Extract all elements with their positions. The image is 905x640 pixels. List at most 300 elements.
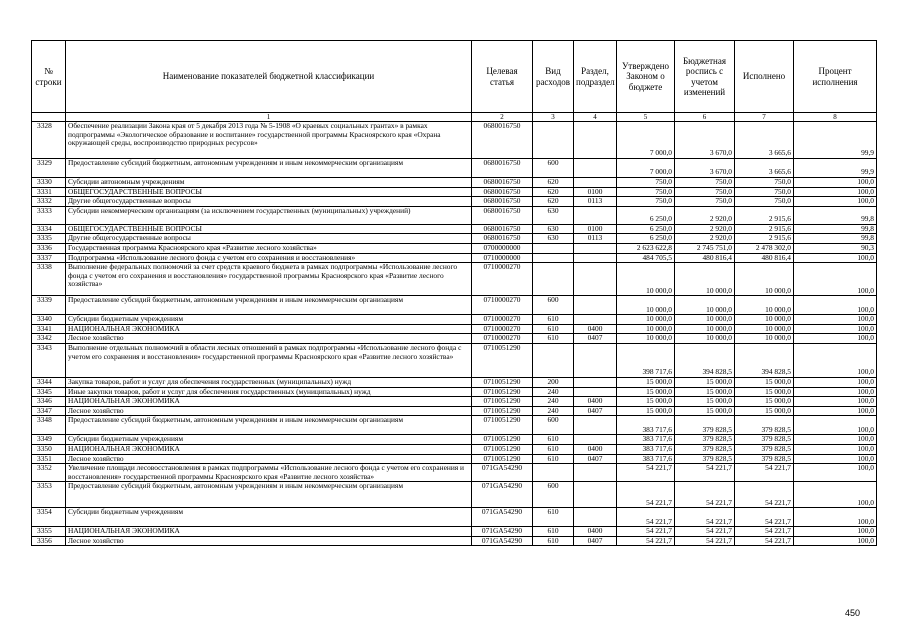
row-number-cell: 3334 [32,224,66,234]
approved-amount-cell: 383 717,6 [617,435,675,445]
expense-type-cell: 610 [533,536,574,546]
row-number-cell: 3348 [32,416,66,435]
percent-cell: 100,0 [794,508,877,527]
table-row [32,416,877,435]
budget-list-amount-cell: 750,0 [675,178,735,188]
executed-amount-cell: 3 665,6 [735,122,794,159]
target-article-cell: 071GA54290 [472,464,533,482]
row-number-cell: 3333 [32,206,66,224]
expense-type-cell: 630 [533,224,574,234]
expense-type-cell: 610 [533,324,574,334]
table-row [32,435,877,445]
executed-amount-cell: 379 828,5 [735,416,794,435]
budget-list-amount-cell: 15 000,0 [675,377,735,387]
approved-amount-cell: 750,0 [617,178,675,188]
expense-type-cell [533,464,574,482]
target-article-cell: 0710051290 [472,435,533,445]
row-number-cell: 3352 [32,464,66,482]
percent-cell: 99,8 [794,206,877,224]
budget-list-amount-cell: 379 828,5 [675,454,735,464]
percent-cell: 100,0 [794,296,877,315]
section-cell [574,343,617,377]
approved-amount-cell: 15 000,0 [617,387,675,397]
budget-list-amount-cell: 10 000,0 [675,296,735,315]
section-cell [574,416,617,435]
expense-type-cell: 600 [533,296,574,315]
percent-cell: 100,0 [794,187,877,197]
executed-amount-cell: 15 000,0 [735,397,794,407]
target-article-cell: 0710000000 [472,253,533,263]
executed-amount-cell: 54 221,7 [735,482,794,508]
row-number-cell: 3338 [32,263,66,296]
colnum-cell: 8 [794,113,877,122]
approved-amount-cell: 15 000,0 [617,406,675,416]
approved-amount-cell: 54 221,7 [617,536,675,546]
executed-amount-cell: 750,0 [735,197,794,207]
header-row-no: № строки [32,41,66,113]
indicator-name-cell: ОБЩЕГОСУДАРСТВЕННЫЕ ВОПРОСЫ [66,224,472,234]
indicator-name-cell: НАЦИОНАЛЬНАЯ ЭКОНОМИКА [66,444,472,454]
approved-amount-cell: 15 000,0 [617,377,675,387]
approved-amount-cell: 54 221,7 [617,464,675,482]
approved-amount-cell: 6 250,0 [617,206,675,224]
target-article-cell: 0710000270 [472,324,533,334]
header-percent: Процент исполнения [794,41,877,113]
approved-amount-cell: 6 250,0 [617,234,675,244]
percent-cell: 100,0 [794,416,877,435]
budget-list-amount-cell: 480 816,4 [675,253,735,263]
budget-sheet [31,40,876,546]
expense-type-cell: 630 [533,206,574,224]
indicator-name-cell: Предоставление субсидий бюджетным, автономным учреждениям и иным некоммерческим организациям [66,482,472,508]
approved-amount-cell: 383 717,6 [617,454,675,464]
header-executed: Исполнено [735,41,794,113]
target-article-cell: 0680016750 [472,159,533,178]
executed-amount-cell: 10 000,0 [735,263,794,296]
indicator-name-cell: Государственная программа Красноярского края «Развитие лесного хозяйства» [66,243,472,253]
indicator-name-cell: Лесное хозяйство [66,334,472,344]
table-row [32,464,877,482]
expense-type-cell: 600 [533,416,574,435]
table-row [32,454,877,464]
budget-list-amount-cell: 3 670,0 [675,122,735,159]
indicator-name-cell: Другие общегосударственные вопросы [66,234,472,244]
target-article-cell: 0710051290 [472,406,533,416]
section-cell [574,464,617,482]
indicator-name-cell: Обеспечение реализации Закона края от 5 декабря 2013 года № 5-1908 «О краевых социальных грантах» в рамках подпрограммы «Экологическое образование и воспитание» государственной программы Красноярского края «Охрана окружающей среды, воспроизводство природных ресурсов» [66,122,472,159]
executed-amount-cell: 379 828,5 [735,444,794,454]
expense-type-cell: 610 [533,508,574,527]
row-number-cell: 3331 [32,187,66,197]
row-number-cell: 3343 [32,343,66,377]
budget-list-amount-cell: 379 828,5 [675,416,735,435]
executed-amount-cell: 750,0 [735,187,794,197]
expense-type-cell [533,343,574,377]
section-cell [574,178,617,188]
section-cell [574,435,617,445]
table-row [32,324,877,334]
indicator-name-cell: Иные закупки товаров, работ и услуг для обеспечения государственных (муниципальных) нужд [66,387,472,397]
percent-cell: 100,0 [794,387,877,397]
approved-amount-cell: 7 000,0 [617,159,675,178]
budget-list-amount-cell: 10 000,0 [675,334,735,344]
table-row [32,178,877,188]
section-cell [574,243,617,253]
table-row [32,197,877,207]
expense-type-cell: 620 [533,197,574,207]
budget-list-amount-cell: 750,0 [675,187,735,197]
percent-cell: 90,3 [794,243,877,253]
percent-cell: 100,0 [794,536,877,546]
approved-amount-cell: 7 000,0 [617,122,675,159]
section-cell: 0407 [574,536,617,546]
section-cell: 0100 [574,187,617,197]
indicator-name-cell: НАЦИОНАЛЬНАЯ ЭКОНОМИКА [66,527,472,537]
colnum-cell: 5 [617,113,675,122]
target-article-cell: 0680016750 [472,178,533,188]
budget-list-amount-cell: 54 221,7 [675,464,735,482]
section-cell [574,315,617,325]
row-number-cell: 3344 [32,377,66,387]
budget-list-amount-cell: 2 920,0 [675,234,735,244]
budget-list-amount-cell: 15 000,0 [675,397,735,407]
approved-amount-cell: 750,0 [617,197,675,207]
expense-type-cell: 240 [533,406,574,416]
target-article-cell: 071GA54290 [472,482,533,508]
approved-amount-cell: 54 221,7 [617,527,675,537]
executed-amount-cell: 10 000,0 [735,324,794,334]
section-cell [574,296,617,315]
table-row [32,315,877,325]
expense-type-cell: 240 [533,387,574,397]
percent-cell: 100,0 [794,178,877,188]
row-number-cell: 3345 [32,387,66,397]
percent-cell: 99,8 [794,224,877,234]
approved-amount-cell: 54 221,7 [617,508,675,527]
table-row [32,159,877,178]
expense-type-cell [533,253,574,263]
table-row [32,334,877,344]
colnum-cell: 2 [472,113,533,122]
header-section: Раздел, подраздел [574,41,617,113]
executed-amount-cell: 15 000,0 [735,387,794,397]
table-row [32,187,877,197]
section-cell: 0407 [574,454,617,464]
executed-amount-cell: 54 221,7 [735,508,794,527]
target-article-cell: 0710051290 [472,377,533,387]
executed-amount-cell: 10 000,0 [735,315,794,325]
section-cell [574,159,617,178]
indicator-name-cell: Другие общегосударственные вопросы [66,197,472,207]
target-article-cell: 071GA54290 [472,536,533,546]
header-target: Целевая статья [472,41,533,113]
executed-amount-cell: 10 000,0 [735,296,794,315]
expense-type-cell [533,122,574,159]
executed-amount-cell: 379 828,5 [735,435,794,445]
approved-amount-cell: 54 221,7 [617,482,675,508]
table-row [32,387,877,397]
approved-amount-cell: 10 000,0 [617,296,675,315]
expense-type-cell: 240 [533,397,574,407]
indicator-name-cell: Субсидии бюджетным учреждениям [66,435,472,445]
expense-type-cell: 600 [533,482,574,508]
row-number-cell: 3350 [32,444,66,454]
budget-list-amount-cell: 54 221,7 [675,508,735,527]
header-approved: Утверждено Законом о бюджете [617,41,675,113]
section-cell: 0400 [574,397,617,407]
row-number-cell: 3355 [32,527,66,537]
executed-amount-cell: 394 828,5 [735,343,794,377]
row-number-cell: 3349 [32,435,66,445]
row-number-cell: 3337 [32,253,66,263]
approved-amount-cell: 383 717,6 [617,416,675,435]
indicator-name-cell: Лесное хозяйство [66,454,472,464]
target-article-cell: 071GA54290 [472,527,533,537]
indicator-name-cell: Лесное хозяйство [66,406,472,416]
expense-type-cell: 630 [533,234,574,244]
percent-cell: 100,0 [794,482,877,508]
section-cell: 0400 [574,444,617,454]
target-article-cell: 0680016750 [472,224,533,234]
table-header [32,41,877,113]
section-cell [574,253,617,263]
expense-type-cell: 620 [533,187,574,197]
approved-amount-cell: 10 000,0 [617,315,675,325]
table-row [32,206,877,224]
expense-type-cell: 610 [533,315,574,325]
row-number-cell: 3340 [32,315,66,325]
budget-list-amount-cell: 2 920,0 [675,224,735,234]
indicator-name-cell: Выполнение отдельных полномочий в области лесных отношений в рамках подпрограммы «Использование лесного фонда с учетом его сохранения и восстановления» государственной программы Красноярского края «Развитие лесного хозяйства» [66,343,472,377]
budget-list-amount-cell: 2 745 751,0 [675,243,735,253]
row-number-cell: 3335 [32,234,66,244]
target-article-cell: 0710000270 [472,263,533,296]
expense-type-cell [533,243,574,253]
indicator-name-cell: Предоставление субсидий бюджетным, автономным учреждениям и иным некоммерческим организациям [66,416,472,435]
indicator-name-cell: Субсидии бюджетным учреждениям [66,508,472,527]
approved-amount-cell: 484 705,5 [617,253,675,263]
expense-type-cell: 610 [533,527,574,537]
row-number-cell: 3353 [32,482,66,508]
approved-amount-cell: 398 717,6 [617,343,675,377]
target-article-cell: 0710000270 [472,334,533,344]
table-body [32,113,877,546]
target-article-cell: 0710051290 [472,387,533,397]
colnum-cell: 7 [735,113,794,122]
approved-amount-cell: 15 000,0 [617,397,675,407]
table-row [32,527,877,537]
table-row [32,243,877,253]
target-article-cell: 0680016750 [472,187,533,197]
percent-cell: 100,0 [794,253,877,263]
percent-cell: 100,0 [794,315,877,325]
table-row [32,263,877,296]
expense-type-cell: 600 [533,159,574,178]
approved-amount-cell: 6 250,0 [617,224,675,234]
executed-amount-cell: 54 221,7 [735,536,794,546]
percent-cell: 100,0 [794,444,877,454]
section-cell: 0113 [574,234,617,244]
section-cell: 0407 [574,406,617,416]
budget-list-amount-cell: 54 221,7 [675,482,735,508]
executed-amount-cell: 480 816,4 [735,253,794,263]
approved-amount-cell: 10 000,0 [617,334,675,344]
executed-amount-cell: 54 221,7 [735,464,794,482]
table-row [32,397,877,407]
budget-list-amount-cell: 379 828,5 [675,435,735,445]
executed-amount-cell: 15 000,0 [735,377,794,387]
table-row [32,377,877,387]
executed-amount-cell: 379 828,5 [735,454,794,464]
budget-list-amount-cell: 394 828,5 [675,343,735,377]
percent-cell: 100,0 [794,377,877,387]
indicator-name-cell: Субсидии автономным учреждениям [66,178,472,188]
indicator-name-cell: Выполнение федеральных полномочий за счет средств краевого бюджета в рамках подпрограммы «Использование лесного фонда с учетом его сохранения и восстановления» государственной программы Красноярского края «Развитие лесного хозяйства» [66,263,472,296]
row-number-cell: 3341 [32,324,66,334]
executed-amount-cell: 3 665,6 [735,159,794,178]
percent-cell: 100,0 [794,197,877,207]
table-row [32,444,877,454]
section-cell [574,508,617,527]
row-number-cell: 3356 [32,536,66,546]
target-article-cell: 0680016750 [472,206,533,224]
header-exp-type: Вид расходов [533,41,574,113]
executed-amount-cell: 2 915,6 [735,224,794,234]
executed-amount-cell: 10 000,0 [735,334,794,344]
target-article-cell: 0680016750 [472,234,533,244]
indicator-name-cell: Подпрограмма «Использование лесного фонда с учетом его сохранения и восстановления» [66,253,472,263]
percent-cell: 99,8 [794,234,877,244]
table-row [32,508,877,527]
percent-cell: 100,0 [794,324,877,334]
colnum-cell: 6 [675,113,735,122]
row-number-cell: 3351 [32,454,66,464]
percent-cell: 100,0 [794,527,877,537]
indicator-name-cell: НАЦИОНАЛЬНАЯ ЭКОНОМИКА [66,397,472,407]
budget-list-amount-cell: 10 000,0 [675,324,735,334]
indicator-name-cell: Субсидии некоммерческим организациям (за исключением государственных (муниципальных) учреждений) [66,206,472,224]
target-article-cell: 0710000270 [472,296,533,315]
row-number-cell: 3328 [32,122,66,159]
row-number-cell: 3339 [32,296,66,315]
target-article-cell: 0680016750 [472,122,533,159]
expense-type-cell [533,263,574,296]
executed-amount-cell: 2 915,6 [735,234,794,244]
section-cell: 0100 [574,224,617,234]
table-row [32,482,877,508]
row-number-cell: 3347 [32,406,66,416]
executed-amount-cell: 750,0 [735,178,794,188]
expense-type-cell: 200 [533,377,574,387]
approved-amount-cell: 750,0 [617,187,675,197]
executed-amount-cell: 15 000,0 [735,406,794,416]
section-cell [574,387,617,397]
percent-cell: 100,0 [794,454,877,464]
row-number-cell: 3354 [32,508,66,527]
percent-cell: 100,0 [794,435,877,445]
executed-amount-cell: 2 478 302,0 [735,243,794,253]
executed-amount-cell: 2 915,6 [735,206,794,224]
colnum-cell [32,113,66,122]
expense-type-cell: 610 [533,454,574,464]
target-article-cell: 0710051290 [472,444,533,454]
percent-cell: 100,0 [794,263,877,296]
indicator-name-cell: Увеличение площади лесовосстановления в рамках подпрограммы «Использование лесного фонда с учетом его сохранения и восстановления» государственной программы Красноярского края «Развитие лесного хозяйства» [66,464,472,482]
percent-cell: 100,0 [794,343,877,377]
target-article-cell: 0710000270 [472,315,533,325]
expense-type-cell: 620 [533,178,574,188]
table-row [32,536,877,546]
table-row [32,406,877,416]
indicator-name-cell: НАЦИОНАЛЬНАЯ ЭКОНОМИКА [66,324,472,334]
budget-list-amount-cell: 54 221,7 [675,536,735,546]
section-cell: 0400 [574,324,617,334]
section-cell: 0407 [574,334,617,344]
budget-list-amount-cell: 3 670,0 [675,159,735,178]
approved-amount-cell: 2 623 622,8 [617,243,675,253]
table-row [32,253,877,263]
table-row [32,343,877,377]
indicator-name-cell: Предоставление субсидий бюджетным, автономным учреждениям и иным некоммерческим организациям [66,296,472,315]
target-article-cell: 0710051290 [472,343,533,377]
column-number-row [32,113,877,122]
section-cell [574,482,617,508]
row-number-cell: 3342 [32,334,66,344]
header-name: Наименование показателей бюджетной классификации [66,41,472,113]
row-number-cell: 3336 [32,243,66,253]
approved-amount-cell: 383 717,6 [617,444,675,454]
section-cell [574,206,617,224]
target-article-cell: 0680016750 [472,197,533,207]
expense-type-cell: 610 [533,334,574,344]
section-cell [574,122,617,159]
budget-list-amount-cell: 750,0 [675,197,735,207]
row-number-cell: 3330 [32,178,66,188]
executed-amount-cell: 54 221,7 [735,527,794,537]
approved-amount-cell: 10 000,0 [617,324,675,334]
approved-amount-cell: 10 000,0 [617,263,675,296]
percent-cell: 100,0 [794,334,877,344]
budget-list-amount-cell: 54 221,7 [675,527,735,537]
table-row [32,224,877,234]
section-cell [574,377,617,387]
budget-list-amount-cell: 10 000,0 [675,263,735,296]
indicator-name-cell: Лесное хозяйство [66,536,472,546]
indicator-name-cell: Предоставление субсидий бюджетным, автономным учреждениям и иным некоммерческим организациям [66,159,472,178]
row-number-cell: 3346 [32,397,66,407]
target-article-cell: 0710051290 [472,416,533,435]
page-number: 450 [845,608,861,618]
section-cell: 0113 [574,197,617,207]
target-article-cell: 071GA54290 [472,508,533,527]
percent-cell: 100,0 [794,397,877,407]
indicator-name-cell: Субсидии бюджетным учреждениям [66,315,472,325]
indicator-name-cell: ОБЩЕГОСУДАРСТВЕННЫЕ ВОПРОСЫ [66,187,472,197]
table-row [32,234,877,244]
budget-list-amount-cell: 15 000,0 [675,406,735,416]
percent-cell: 100,0 [794,406,877,416]
header-budget-list: Бюджетная роспись с учетом изменений [675,41,735,113]
budget-list-amount-cell: 379 828,5 [675,444,735,454]
target-article-cell: 0700000000 [472,243,533,253]
percent-cell: 99,9 [794,159,877,178]
percent-cell: 99,9 [794,122,877,159]
table-row [32,296,877,315]
budget-list-amount-cell: 15 000,0 [675,387,735,397]
row-number-cell: 3332 [32,197,66,207]
expense-type-cell: 610 [533,444,574,454]
indicator-name-cell: Закупка товаров, работ и услуг для обеспечения государственных (муниципальных) нужд [66,377,472,387]
